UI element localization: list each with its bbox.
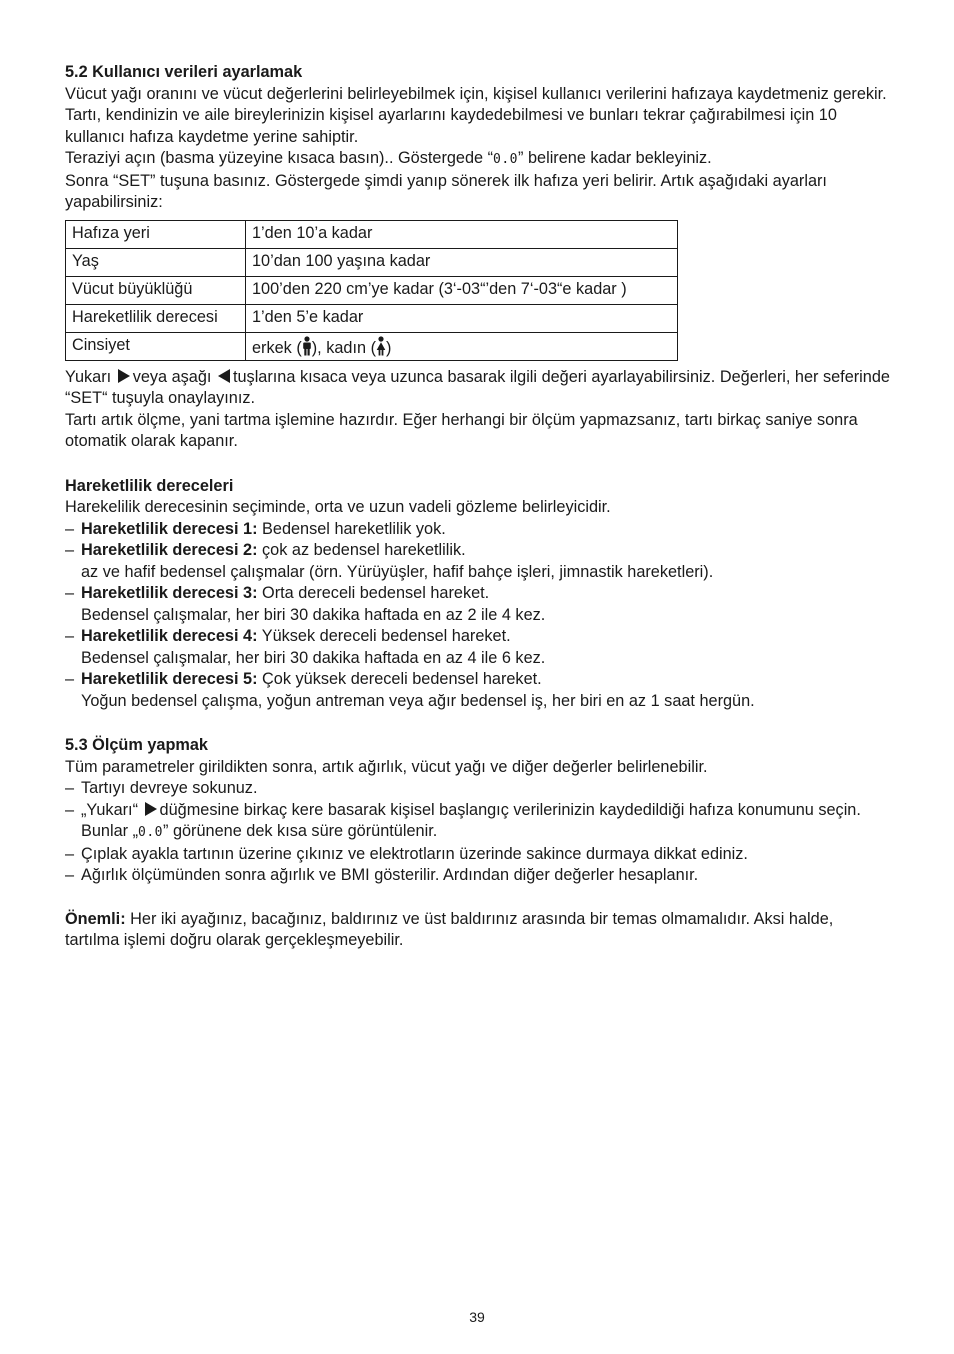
list-item: – „Yukarı“ düğmesine birkaç kere basarak kişisel başlangıç verilerinizin kaydedildiği hafıza konumunu seçin. Bunlar „0.0” görünene dek kısa süre görüntülenir. xyxy=(65,800,890,844)
activity-level-label: Hareketlilik derecesi 5: xyxy=(81,670,258,688)
paragraph-activity-intro: Harekelilik derecesinin seçiminde, orta ve uzun vadeli gözleme belirleyicidir. xyxy=(65,498,611,516)
paragraph-set-button: Sonra “SET” tuşuna basınız. Göstergede şimdi yanıp sönerek ilk hafıza yeri belirir. Artık aşağıdaki ayarları yapabilirsiniz: xyxy=(65,171,827,211)
list-item: – Hareketlilik derecesi 3: Orta dereceli bedensel hareket. Bedensel çalışmalar, her biri 30 dakika haftada en az 2 ile 4 kez. xyxy=(65,583,890,626)
activity-level-list xyxy=(65,519,890,713)
important-note: Önemli: Her iki ayağınız, bacağınız, baldırınız ve üst baldırınız arasında bir temas olmamalıdır. Aksi halde, tartılma işlemi doğru olarak gerçekleşmeyebilir. xyxy=(65,909,834,949)
female-person-icon xyxy=(376,336,386,356)
paragraph-measure-intro: Tüm parametreler girildikten sonra, artık ağırlık, vücut yağı ve diğer değerler belirlenebilir. xyxy=(65,757,708,776)
up-arrow-icon xyxy=(145,802,157,816)
activity-level-label: Hareketlilik derecesi 3: xyxy=(81,584,258,602)
activity-level-label: Hareketlilik derecesi 1: xyxy=(81,519,258,538)
measure-steps-list xyxy=(65,778,890,887)
up-arrow-icon xyxy=(118,369,130,383)
paragraph-ready: Tartı artık ölçme, yani tartma işlemine hazırdır. Eğer herhangi bir ölçüm yapmazsanız, tartı birkaç saniye sonra otomatik olarak kapanır. xyxy=(65,410,858,450)
important-label: Önemli: xyxy=(65,909,126,928)
table-cell-label: Vücut büyüklüğü xyxy=(66,276,246,304)
paragraph-arrow-keys: Yukarı veya aşağı tuşlarına kısaca veya uzunca basarak ilgili değeri ayarlayabilirsiniz. Değerleri, her seferinde “SET“ tuşuyla onaylayınız. xyxy=(65,367,890,407)
activity-level-detail: Bedensel çalışmalar, her biri 30 dakika haftada en az 4 ile 6 kez. xyxy=(81,648,546,667)
down-arrow-icon xyxy=(218,369,230,383)
display-readout: 0.0 xyxy=(138,825,163,840)
table-cell-label: Hafıza yeri xyxy=(66,220,246,248)
male-person-icon xyxy=(302,336,312,356)
table-row xyxy=(66,276,678,304)
table-cell-value: 1’den 5’e kadar xyxy=(246,304,678,332)
table-cell-value: 100’den 220 cm’ye kadar (3‘-03“’den 7‘-03“e kadar ) xyxy=(246,276,678,304)
table-cell-value: 1’den 10’a kadar xyxy=(246,220,678,248)
table-row xyxy=(66,248,678,276)
paragraph-body-fat-intro: Vücut yağı oranını ve vücut değerlerini belirleyebilmek için, kişisel kullanıcı verilerini hafızaya kaydetmeniz gerekir. xyxy=(65,84,887,103)
table-cell-value: 10’dan 100 yaşına kadar xyxy=(246,248,678,276)
paragraph-switch-on: Teraziyi açın (basma yüzeyine kısaca basın).. Göstergede “0.0” belirene kadar bekleyiniz. xyxy=(65,149,712,167)
activity-level-detail: az ve hafif bedensel çalışmalar (örn. Yürüyüşler, hafif bahçe işleri, jimnastik hareketleri). xyxy=(81,562,714,581)
list-item: – Hareketlilik derecesi 4: Yüksek dereceli bedensel hareket. Bedensel çalışmalar, her biri 30 dakika haftada en az 4 ile 6 kez. xyxy=(65,626,890,669)
list-item: – Hareketlilik derecesi 2: çok az bedensel hareketlilik. az ve hafif bedensel çalışmalar (örn. Yürüyüşler, hafif bahçe işleri, jimnastik hareketleri). xyxy=(65,540,890,583)
table-cell-label: Yaş xyxy=(66,248,246,276)
activity-level-detail: Yoğun bedensel çalışma, yoğun antreman veya ağır bedensel iş, her biri en az 1 saat hergün. xyxy=(81,691,755,710)
section-heading-activity: Hareketlilik dereceleri xyxy=(65,476,234,495)
section-heading-measure: 5.3 Ölçüm yapmak xyxy=(65,736,208,754)
activity-level-label: Hareketlilik derecesi 4: xyxy=(81,627,258,645)
table-row xyxy=(66,304,678,332)
section-heading-user-data: 5.2 Kullanıcı verileri ayarlamak xyxy=(65,63,303,81)
paragraph-memory-slots: Tartı, kendinizin ve aile bireylerinizin kişisel ayarlarını kaydedebilmesi ve bunları tekrar çağırabilmesi için 10 kullanıcı hafıza kaydetme yerine sahiptir. xyxy=(65,106,837,146)
table-cell-label: Hareketlilik derecesi xyxy=(66,304,246,332)
table-cell-label: Cinsiyet xyxy=(66,332,246,360)
list-item: – Hareketlilik derecesi 5: Çok yüksek dereceli bedensel hareket. Yoğun bedensel çalışma, yoğun antreman veya ağır bedensel iş, her biri en az 1 saat hergün. xyxy=(65,669,890,712)
manual-page xyxy=(65,62,890,952)
activity-level-detail: Bedensel çalışmalar, her biri 30 dakika haftada en az 2 ile 4 kez. xyxy=(81,605,546,624)
list-item: – Tartıyı devreye sokunuz. xyxy=(65,778,890,800)
list-item: – Ağırlık ölçümünden sonra ağırlık ve BMI gösterilir. Ardından diğer değerler hesaplanır. xyxy=(65,865,890,887)
activity-level-label: Hareketlilik derecesi 2: xyxy=(81,541,258,559)
settings-table xyxy=(65,220,678,361)
table-cell-value: erkek ( ), kadın ( ) xyxy=(246,332,678,360)
list-item: – Çıplak ayakla tartının üzerine çıkınız ve elektrotların üzerinde sakince durmaya dikkat ediniz. xyxy=(65,844,890,866)
page-number: 39 xyxy=(469,1309,485,1325)
display-readout: 0.0 xyxy=(493,152,519,167)
list-item: – Hareketlilik derecesi 1: Bedensel hareketlilik yok. xyxy=(65,519,890,541)
table-row-gender xyxy=(66,332,678,360)
table-row xyxy=(66,220,678,248)
